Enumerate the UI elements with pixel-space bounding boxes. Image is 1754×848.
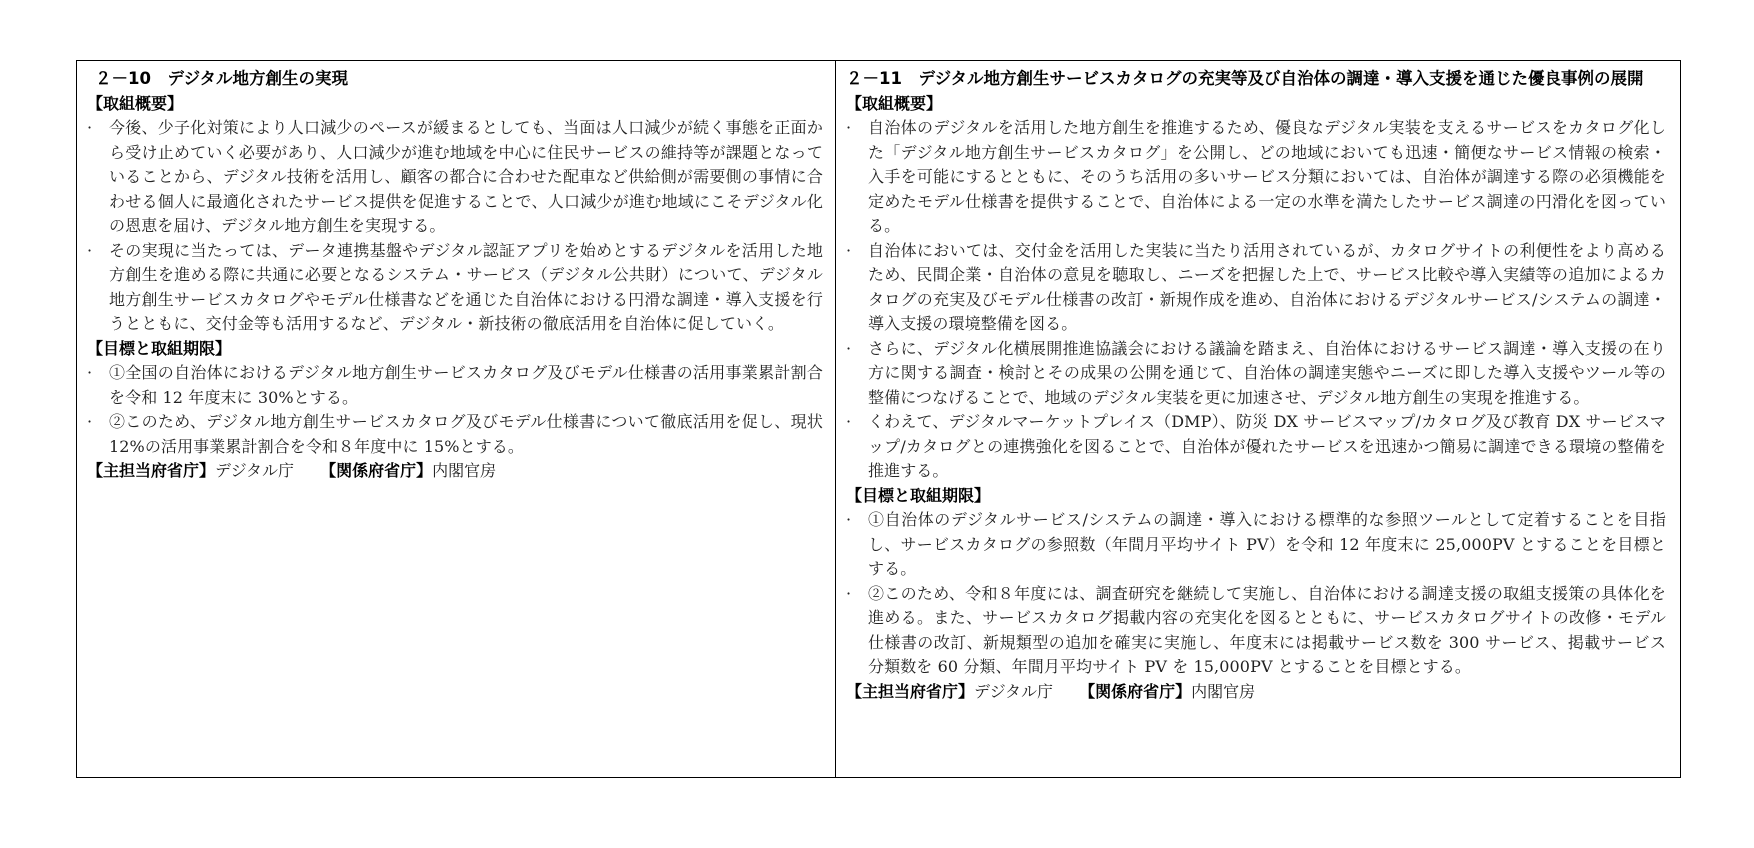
list-item: · 自治体のデジタルを活用した地方創生を推進するため、優良なデジタル実装を支えるサービスをカタログ化した「デジタル地方創生サービスカタログ」を公開し、どの地域においても迅速・簡便なサービス情報の検索・入手を可能にするとともに、そのうち活用の多いサービス分類においては、自治体が調達する際の必須機能を定めたモデル仕様書を提供することで、自治体による一定の水準を満たしたサービス調達の円滑化を図っている。 bbox=[846, 118, 1666, 235]
bullet-mark: · bbox=[846, 118, 852, 137]
lead-ministry-label: 【主担当府省庁】 bbox=[87, 461, 216, 480]
list-item: · くわえて、デジタルマーケットプレイス（DMP）、防災 DX サービスマップ/カタログ及び教育 DX サービスマップ/カタログとの連携強化を図ることで、自治体が優れたサービスを迅速かつ簡易に調達できる環境の整備を推進する。 bbox=[846, 412, 1666, 480]
related-ministry-label: 【関係府省庁】 bbox=[320, 461, 433, 480]
lead-ministry-label: 【主担当府省庁】 bbox=[846, 681, 975, 701]
bullet-mark: · bbox=[846, 338, 852, 358]
bullet-mark: · bbox=[846, 240, 852, 260]
document-table bbox=[76, 60, 1681, 778]
list-item: · 自治体においては、交付金を活用した実装に当たり活用されているが、カタログサイトの利便性をより高めるため、民間企業・自治体の意見を聴取し、ニーズを把握した上で、サービス比較や導入実績等の追加によるカタログの充実及びモデル仕様書の改訂・新規作成を進め、自治体におけるデジタルサービス/システムの調達・導入支援の環境整備を図る。 bbox=[846, 240, 1666, 333]
ministries-line bbox=[846, 680, 1666, 705]
overview-heading: 【取組概要】 bbox=[846, 93, 943, 113]
related-ministry-label: 【関係府省庁】 bbox=[1079, 681, 1192, 701]
section-title-2-10: ２－10 デジタル地方創生の実現 bbox=[95, 69, 348, 88]
list-item: · 今後、少子化対策により人口減少のペースが緩まるとしても、当面は人口減少が続く事態を正面から受け止めていく必要があり、人口減少が進む地域を中心に住民サービスの維持等が課題となっていることから、デジタル技術を活用し、顧客の都合に合わせた配車など供給側が需要側の事情に合わせる個人に最適化されたサービス提供を促進することで、人口減少が進む地域にこそデジタル化の恩恵を届け、デジタル地方創生を実現する。 bbox=[87, 118, 823, 235]
goals-heading: 【目標と取組期限】 bbox=[87, 338, 232, 358]
overview-list bbox=[87, 116, 823, 337]
goals-heading: 【目標と取組期限】 bbox=[846, 485, 991, 505]
related-ministry-value: 内閣官房 bbox=[432, 461, 497, 480]
right-column bbox=[836, 61, 1680, 777]
section-title-2-11: ２－11 デジタル地方創生サービスカタログの充実等及び自治体の調達・導入支援を通じた優良事例の展開 bbox=[846, 69, 1644, 88]
list-item: · ①全国の自治体におけるデジタル地方創生サービスカタログ及びモデル仕様書の活用事業累計割合を令和 12 年度末に 30%とする。 bbox=[87, 363, 823, 407]
bullet-mark: · bbox=[87, 363, 93, 382]
bullet-mark: · bbox=[846, 510, 852, 529]
list-item: · さらに、デジタル化横展開推進協議会における議論を踏まえ、自治体におけるサービス調達・導入支援の在り方に関する調査・検討とその成果の公開を通じて、自治体の調達実態やニーズに即した導入支援やツール等の整備につなげることで、地域のデジタル実装を更に加速させ、デジタル地方創生の実現を推進する。 bbox=[846, 338, 1666, 407]
bullet-mark: · bbox=[87, 118, 93, 137]
goals-list bbox=[87, 361, 823, 459]
bullet-mark: · bbox=[87, 412, 93, 431]
list-item: · その実現に当たっては、データ連携基盤やデジタル認証アプリを始めとするデジタルを活用した地方創生を進める際に共通に必要となるシステム・サービス（デジタル公共財）について、デジタル地方創生サービスカタログやモデル仕様書などを通じた自治体における円滑な調達・導入支援を行うとともに、交付金等も活用するなど、デジタル・新技術の徹底活用を自治体に促していく。 bbox=[87, 240, 823, 333]
bullet-mark: · bbox=[87, 240, 93, 260]
goals-list bbox=[846, 508, 1666, 680]
list-item: · ②このため、令和８年度には、調査研究を継続して実施し、自治体における調達支援の取組支援策の具体化を進める。また、サービスカタログ掲載内容の充実化を図るとともに、サービスカタログサイトの改修・モデル仕様書の改訂、新規類型の追加を確実に実施し、年度末には掲載サービス数を 300 サービス、掲載サービス分類数を 60 分類、年間月平均サイト PV を 15,000PV とすることを目標とする。 bbox=[846, 583, 1666, 676]
overview-list bbox=[846, 116, 1666, 484]
left-column bbox=[77, 61, 836, 777]
lead-ministry-value: デジタル庁 bbox=[215, 461, 295, 480]
bullet-mark: · bbox=[846, 583, 852, 603]
related-ministry-value: 内閣官房 bbox=[1191, 681, 1256, 701]
list-item: · ①自治体のデジタルサービス/システムの調達・導入における標準的な参照ツールとして定着することを目指し、サービスカタログの参照数（年間月平均サイト PV）を令和 12 年度末に 25,000PV とすることを目標とする。 bbox=[846, 510, 1666, 578]
overview-heading: 【取組概要】 bbox=[87, 93, 184, 113]
lead-ministry-value: デジタル庁 bbox=[974, 681, 1054, 701]
ministries-line bbox=[87, 459, 823, 484]
bullet-mark: · bbox=[846, 412, 852, 431]
list-item: · ②このため、デジタル地方創生サービスカタログ及びモデル仕様書について徹底活用を促し、現状 12%の活用事業累計割合を令和８年度中に 15%とする。 bbox=[87, 412, 823, 456]
